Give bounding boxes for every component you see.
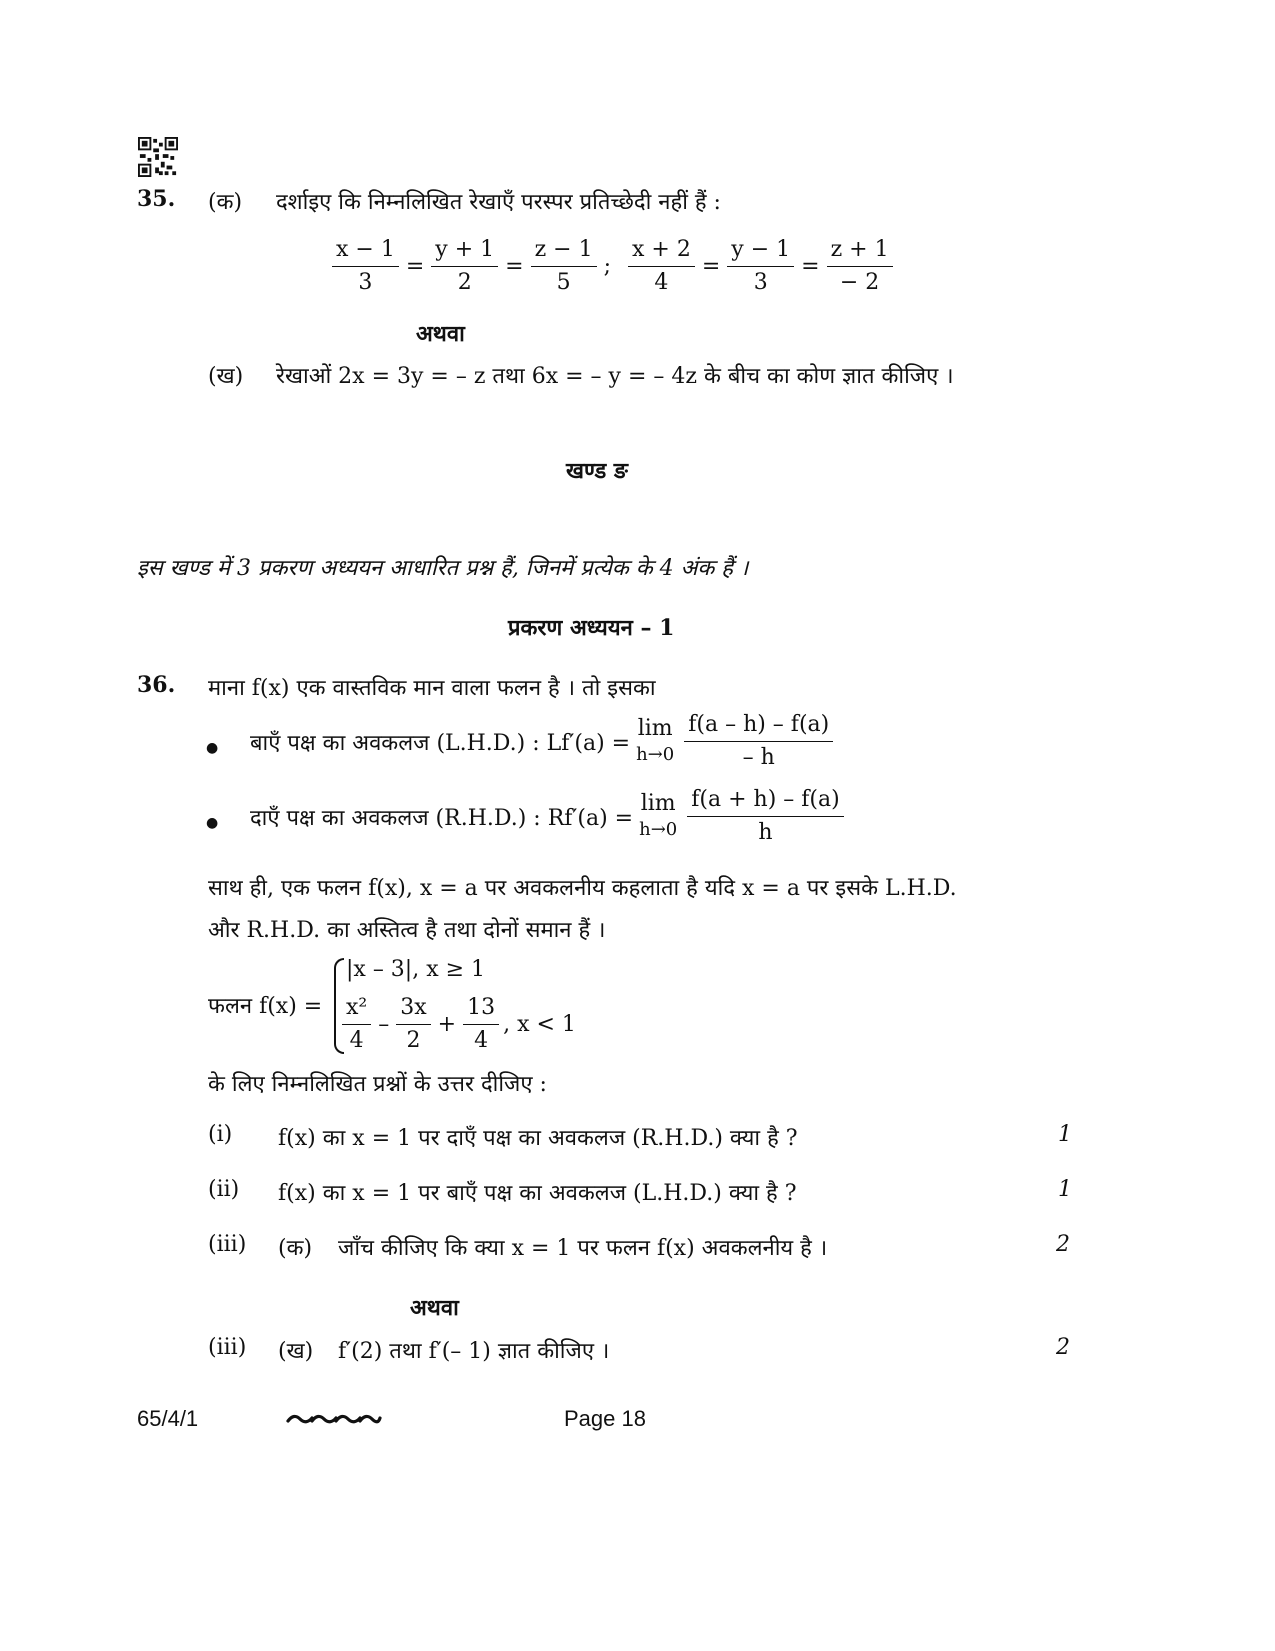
fraction: $\frac{13}{4}$: [463, 994, 499, 1055]
tilde-ornament-icon: [286, 1410, 382, 1428]
lhd-definition: बाएँ पक्ष का अवकलज (L.H.D.) : Lf′(a) = lim h→0 $\frac{f(a - h) - f(a)}{- h}$: [250, 711, 835, 772]
page-number: Page 18: [564, 1406, 646, 1431]
question-number: 36.: [137, 672, 176, 698]
qr-code-icon: [137, 137, 179, 177]
fraction: $\frac{y + 1}{2}$: [431, 236, 498, 297]
rhd-definition: दाएँ पक्ष का अवकलज (R.H.D.) : Rf′(a) = lim h→0 $\frac{f(a + h) - f(a)}{h}$: [250, 786, 846, 847]
subquestion-text: f′(2) तथा f′(– 1) ज्ञात कीजिए ।: [338, 1339, 610, 1364]
subquestion-label: (i): [208, 1122, 233, 1147]
question-text: माना f(x) एक वास्तविक मान वाला फलन है । तो इसका: [208, 676, 656, 701]
or-divider: अथवा: [416, 321, 465, 347]
subquestion-text: f(x) का x = 1 पर बाएँ पक्ष का अवकलज (L.H.D.) क्या है ?: [278, 1181, 797, 1206]
part-label: (ख): [208, 364, 244, 389]
subquestion-label: (iii): [208, 1335, 247, 1360]
fraction: $\frac{x - 1}{3}$: [332, 236, 399, 297]
case-one: |x – 3|, x ≥ 1: [346, 957, 486, 982]
bullet: ●: [206, 815, 219, 831]
marks: 1: [1058, 1122, 1072, 1147]
subquestion-text: f(x) का x = 1 पर दाएँ पक्ष का अवकलज (R.H.D.) क्या है ?: [278, 1126, 798, 1151]
marks: 2: [1056, 1232, 1070, 1257]
fraction: $\frac{f(a - h) - f(a)}{- h}$: [684, 711, 833, 772]
fraction: $\frac{\text{x²}}{4}$: [342, 994, 371, 1055]
case-two: $\frac{\text{x²}}{4}$ – $\frac{3x}{2}$ + $\frac{13}{4}$ , x < 1: [340, 994, 576, 1055]
paragraph: साथ ही, एक फलन f(x), x = a पर अवकलनीय कहलाता है यदि x = a पर इसके L.H.D.: [208, 876, 957, 901]
fraction: $\frac{f(a + h) - f(a)}{h}$: [687, 786, 843, 847]
paragraph: और R.H.D. का अस्तित्व है तथा दोनों समान हैं ।: [208, 918, 606, 943]
question-text: दर्शाइए कि निम्नलिखित रेखाएँ परस्पर प्रतिच्छेदी नहीं हैं :: [276, 190, 721, 215]
marks: 2: [1056, 1335, 1070, 1360]
limit: lim h→0: [639, 790, 678, 840]
fraction: $\frac{3x}{2}$: [396, 994, 430, 1055]
part-label: (क): [208, 190, 243, 215]
subquestion-label: (iii): [208, 1232, 247, 1257]
fraction: $\frac{z - 1}{5}$: [531, 236, 597, 297]
subquestion-label: (ii): [208, 1177, 240, 1202]
question-number: 35.: [137, 186, 176, 212]
fraction: $\frac{z + 1}{- 2}$: [827, 236, 893, 297]
limit: lim h→0: [636, 715, 675, 765]
subquestion-text: जाँच कीजिए कि क्या x = 1 पर फलन f(x) अवकलनीय है ।: [338, 1236, 828, 1261]
bullet: ●: [206, 740, 219, 756]
line-equations: $\frac{x - 1}{3}$ = $\frac{y + 1}{2}$ = $\frac{z - 1}{5}$ ; $\frac{x + 2}{4}$ = $\frac{y - 1}{3}$ = $\frac{z + 1}{- 2}$: [330, 236, 895, 297]
or-divider: अथवा: [410, 1295, 459, 1321]
paper-code: 65/4/1: [137, 1406, 199, 1431]
marks: 1: [1058, 1177, 1072, 1202]
section-title: खण्ड ङ: [566, 458, 628, 484]
part-label: (ख): [278, 1339, 314, 1364]
function-label: फलन f(x) =: [208, 994, 323, 1019]
fraction: $\frac{y - 1}{3}$: [727, 236, 794, 297]
section-instruction: इस खण्ड में 3 प्रकरण अध्ययन आधारित प्रश्न हैं, जिनमें प्रत्येक के 4 अंक हैं ।: [137, 556, 749, 581]
answer-prompt: के लिए निम्नलिखित प्रश्नों के उत्तर दीजिए :: [208, 1072, 547, 1097]
part-label: (क): [278, 1236, 313, 1261]
fraction: $\frac{x + 2}{4}$: [628, 236, 695, 297]
question-text: रेखाओं 2x = 3y = – z तथा 6x = – y = – 4z के बीच का कोण ज्ञात कीजिए ।: [276, 364, 954, 389]
case-study-title: प्रकरण अध्ययन – 1: [508, 615, 675, 641]
